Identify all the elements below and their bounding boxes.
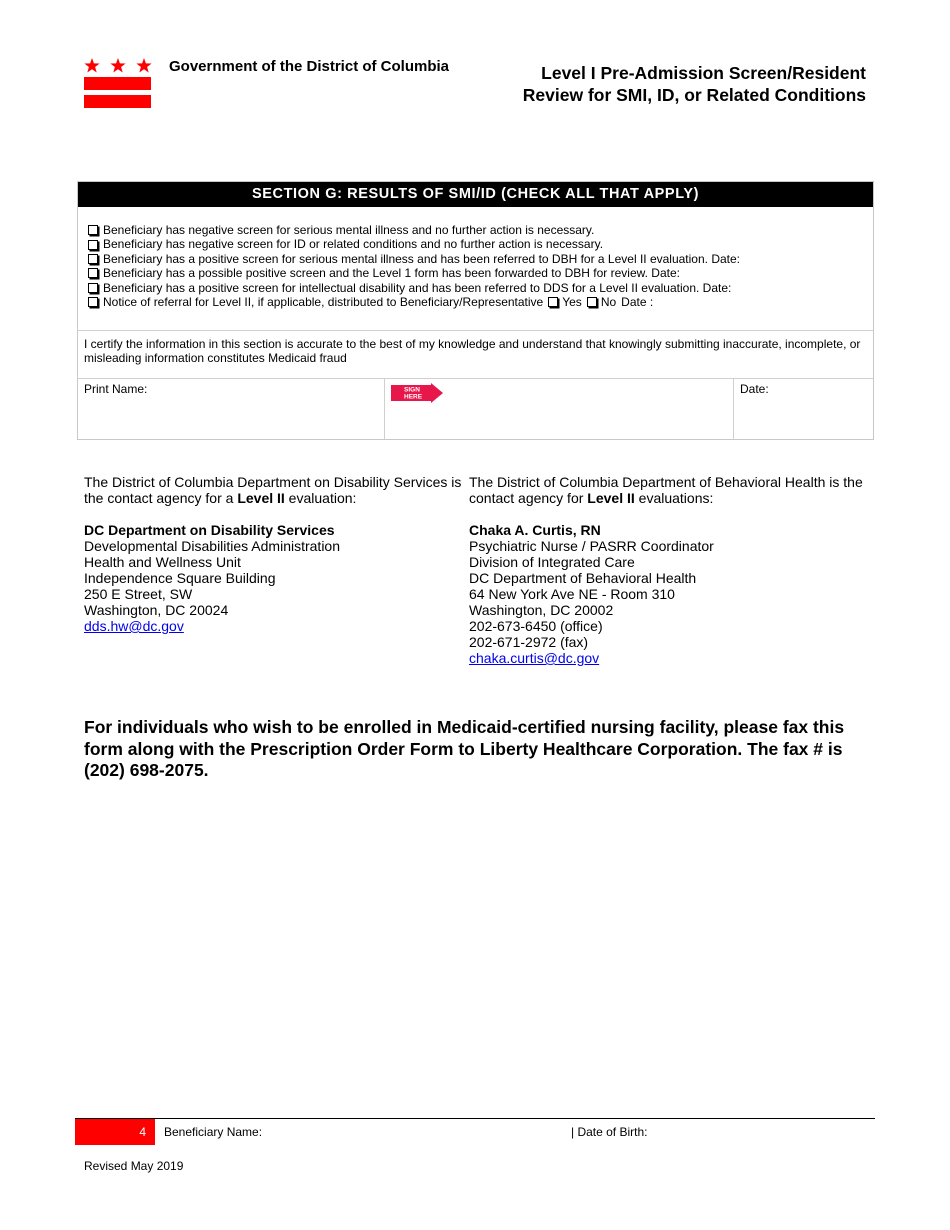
yes-checkbox[interactable] bbox=[548, 297, 558, 307]
notice-date-label: Date : bbox=[621, 295, 654, 310]
form-title-line-1: Level I Pre-Admission Screen/Resident bbox=[541, 63, 866, 83]
checkbox[interactable] bbox=[88, 225, 98, 235]
result-option-label: Beneficiary has negative screen for ID or related conditions and no further action is necessary. bbox=[103, 237, 604, 252]
footer-divider bbox=[75, 1118, 875, 1119]
checkbox[interactable] bbox=[88, 254, 98, 264]
fax-instructions: For individuals who wish to be enrolled in Medicaid-certified nursing facility, please fax this form along with the Prescription Order Form to Liberty Healthcare Corporation. The fax # is (202) 698-2075. bbox=[84, 717, 845, 780]
dds-address-line: Washington, DC 20024 bbox=[84, 602, 229, 618]
result-option bbox=[88, 266, 873, 280]
results-checklist bbox=[78, 207, 873, 331]
dds-address-line: Developmental Disabilities Administration bbox=[84, 538, 341, 554]
checkbox[interactable] bbox=[88, 240, 98, 250]
result-option bbox=[88, 252, 873, 266]
result-option-label: Beneficiary has a possible positive screen and the Level 1 form has been forwarded to DBH for review. Date: bbox=[103, 266, 680, 281]
dds-intro bbox=[84, 474, 469, 506]
signature-row bbox=[78, 379, 873, 439]
dbh-address-line: Psychiatric Nurse / PASRR Coordinator bbox=[469, 538, 714, 554]
checkbox[interactable] bbox=[88, 297, 98, 307]
date-field[interactable] bbox=[734, 379, 873, 439]
dbh-address-line: Division of Integrated Care bbox=[469, 554, 635, 570]
sign-here-icon bbox=[391, 383, 443, 403]
form-title-line-2: Review for SMI, ID, or Related Conditions bbox=[522, 85, 866, 105]
date-label: Date: bbox=[740, 382, 769, 396]
result-option-label: Beneficiary has a positive screen for intellectual disability and has been referred to DDS for a Level II evaluation. Date: bbox=[103, 280, 732, 295]
date-of-birth-label: | Date of Birth: bbox=[571, 1125, 648, 1139]
revision-date: Revised May 2019 bbox=[84, 1159, 184, 1173]
notice-label: Notice of referral for Level II, if applicable, distributed to Beneficiary/Representative bbox=[103, 295, 544, 310]
government-name: Government of the District of Columbia bbox=[169, 58, 450, 75]
dbh-intro-end: evaluations: bbox=[634, 490, 714, 506]
checkbox[interactable] bbox=[88, 268, 98, 278]
contact-agencies bbox=[84, 474, 874, 666]
dds-address-line: Health and Wellness Unit bbox=[84, 554, 241, 570]
dds-intro-bold: Level II bbox=[237, 490, 285, 506]
form-title bbox=[446, 62, 866, 106]
sign-here-line-1: SIGN bbox=[404, 386, 420, 394]
no-label: No bbox=[600, 295, 617, 310]
dds-email-link[interactable]: dds.hw@dc.gov bbox=[84, 618, 184, 634]
checkbox[interactable] bbox=[88, 283, 98, 293]
dbh-address-line: 64 New York Ave NE - Room 310 bbox=[469, 586, 675, 602]
print-name-field[interactable] bbox=[78, 379, 385, 439]
page-number: 4 bbox=[75, 1119, 155, 1145]
no-checkbox[interactable] bbox=[587, 297, 597, 307]
dds-intro-end: evaluation: bbox=[284, 490, 357, 506]
dbh-phone: 202-673-6450 (office) bbox=[469, 618, 603, 634]
result-option bbox=[88, 223, 873, 237]
sign-here-line-2: HERE bbox=[404, 393, 423, 401]
dbh-address-line: DC Department of Behavioral Health bbox=[469, 570, 697, 586]
signature-field[interactable] bbox=[385, 379, 734, 439]
certification-statement: I certify the information in this section is accurate to the best of my knowledge and understand that knowingly submitting inaccurate, incomplete, or misleading information constitutes Medicaid fraud bbox=[78, 331, 873, 379]
beneficiary-name-label: Beneficiary Name: bbox=[164, 1125, 263, 1139]
dbh-contact-name: Chaka A. Curtis, RN bbox=[469, 522, 601, 538]
dc-flag-icon bbox=[84, 56, 152, 110]
dds-intro-text: The District of Columbia Department on Disability Services is the contact agency for a bbox=[84, 474, 462, 506]
dds-contact bbox=[84, 474, 469, 666]
dbh-contact bbox=[469, 474, 869, 666]
dbh-email-link[interactable]: chaka.curtis@dc.gov bbox=[469, 650, 600, 666]
notice-option bbox=[88, 295, 873, 309]
result-option-label: Beneficiary has a positive screen for serious mental illness and has been referred to DBH for a Level II evaluation. Date: bbox=[103, 251, 741, 266]
yes-label: Yes bbox=[562, 295, 582, 310]
dbh-intro bbox=[469, 474, 869, 506]
dbh-fax: 202-671-2972 (fax) bbox=[469, 634, 589, 650]
dbh-intro-bold: Level II bbox=[587, 490, 635, 506]
dds-address-line: Independence Square Building bbox=[84, 570, 276, 586]
section-g-heading: SECTION G: RESULTS OF SMI/ID (CHECK ALL THAT APPLY) bbox=[78, 182, 873, 207]
dds-address-line: 250 E Street, SW bbox=[84, 586, 193, 602]
result-option-label: Beneficiary has negative screen for serious mental illness and no further action is necessary. bbox=[103, 223, 595, 237]
dds-org-name: DC Department on Disability Services bbox=[84, 522, 335, 538]
result-option bbox=[88, 281, 873, 295]
dbh-intro-text: The District of Columbia Department of Behavioral Health is the contact agency for bbox=[469, 474, 863, 506]
section-g bbox=[77, 181, 874, 440]
dbh-address-line: Washington, DC 20002 bbox=[469, 602, 614, 618]
print-name-label: Print Name: bbox=[84, 382, 148, 396]
result-option bbox=[88, 237, 873, 251]
